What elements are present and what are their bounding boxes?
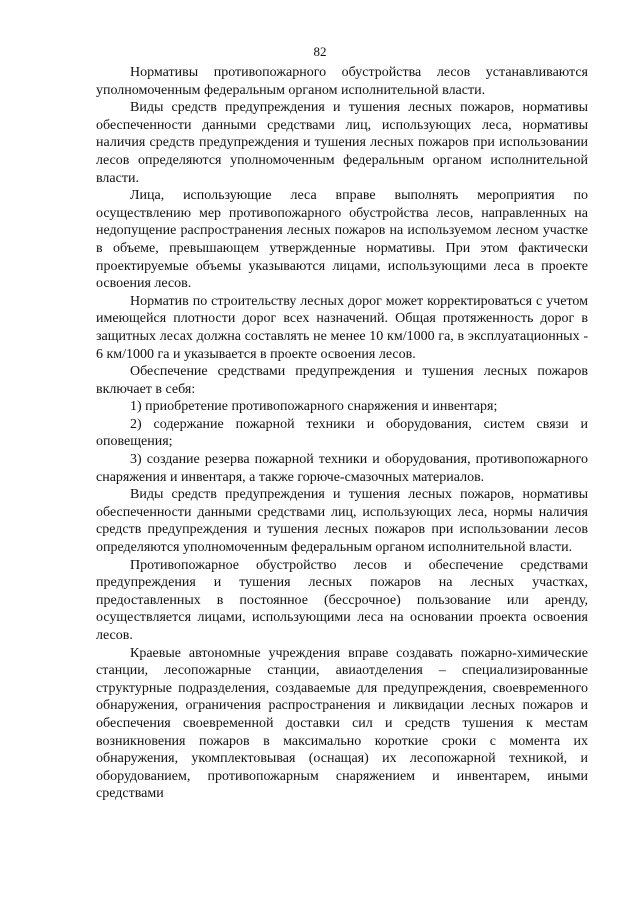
list-item: 1) приобретение противопожарного снаряжения и инвентаря; xyxy=(130,399,498,415)
paragraph: Норматив по строительству лесных дорог может корректироваться с учетом имеющейся плотности дорог всех назначений. Общая протяженность дорог в защитных лесах должна составлять не менее 10 км/1000 га, в эксплуатационных - 6 км/1000 га и указывается в проекте освоения лесов. xyxy=(96,293,588,362)
paragraph: Краевые автономные учреждения вправе создавать пожарно-химические станции, лесопожарные станции, авиаотделения – специализированные структурные подразделения, создаваемые для предупреждения, своевременного обнаружения, ограничения распространения и ликвидации лесных пожаров и обеспечения своевременной доставки сил и средств тушения к местам возникновения пожаров в максимально короткие сроки с момента их обнаружения, укомплектовывая (оснащая) их лесопожарной техникой, и оборудованием, противопожарным снаряжением и инвентарем, иными средствами xyxy=(96,645,588,802)
paragraph: Обеспечение средствами предупреждения и тушения лесных пожаров включает в себя: xyxy=(96,364,588,397)
paragraph: Нормативы противопожарного обустройства лесов устанавливаются уполномоченным федеральным органом исполнительной власти. xyxy=(96,65,588,98)
paragraph: Виды средств предупреждения и тушения лесных пожаров, нормативы обеспеченности данными средствами лиц, использующих леса, нормативы наличия средств предупреждения и тушения лесных пожаров при использовании лесов определяются уполномоченным федеральным органом исполнительной власти. xyxy=(96,100,588,186)
list-item: 2) содержание пожарной техники и оборудования, систем связи и оповещения; xyxy=(96,416,588,450)
paragraph: Лица, использующие леса вправе выполнять мероприятия по осуществлению мер противопожарного обустройства лесов, направленных на недопущение распространения лесных пожаров на используемом лесном участке в объеме, превышающем утвержденные нормативы. При этом фактически проектируемые объемы указываются лицами, использующими леса в проекте освоения лесов. xyxy=(96,188,588,292)
paragraph: Виды средств предупреждения и тушения лесных пожаров, нормативы обеспеченности данными средствами лиц, использующих леса, нормы наличия средств предупреждения и тушения лесных пожаров при использовании лесов определяются уполномоченным федеральным органом исполнительной власти. xyxy=(96,487,588,556)
page-number: 82 xyxy=(313,44,327,59)
list-item: 3) создание резерва пожарной техники и оборудования, противопожарного снаряжения и инвентаря, а также горюче-смазочных материалов. xyxy=(96,452,588,485)
document-body xyxy=(96,64,588,803)
paragraph: Противопожарное обустройство лесов и обеспечение средствами предупреждения и тушения лесных пожаров на лесных участках, предоставленных в постоянное (бессрочное) пользование или аренду, осуществляется лицами, использующими леса на основании проекта освоения лесов. xyxy=(96,557,588,643)
